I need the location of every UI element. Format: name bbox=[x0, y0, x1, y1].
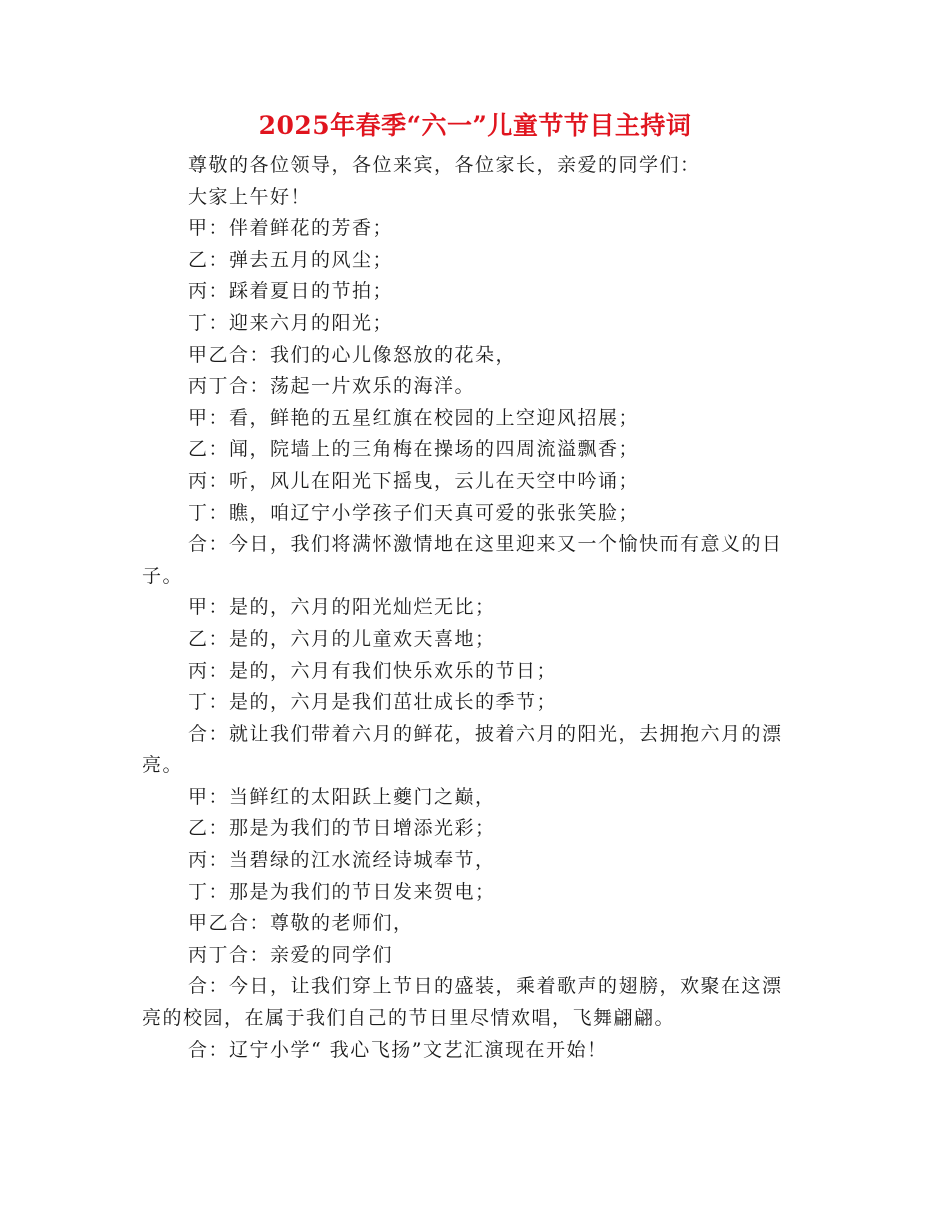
paragraph: 甲：看，鲜艳的五星红旗在校园的上空迎风招展； bbox=[188, 406, 640, 429]
document-title: 2025年春季“六一”儿童节节目主持词 bbox=[258, 111, 692, 140]
paragraph: 甲乙合：尊敬的老师们， bbox=[188, 912, 414, 935]
paragraph: 丙：听，风儿在阳光下摇曳，云儿在天空中吟诵； bbox=[188, 469, 640, 492]
paragraph: 丙丁合：荡起一片欢乐的海洋。 bbox=[188, 375, 476, 398]
paragraph: 乙：是的，六月的儿童欢天喜地； bbox=[188, 627, 496, 650]
paragraph: 丁：迎来六月的阳光； bbox=[188, 311, 394, 334]
paragraph: 丙：是的，六月有我们快乐欢乐的节日； bbox=[188, 659, 558, 682]
paragraph: 甲：伴着鲜花的芳香； bbox=[188, 217, 394, 240]
paragraph: 丙丁合：亲爱的同学们 bbox=[188, 943, 394, 966]
paragraph: 丙：踩着夏日的节拍； bbox=[188, 280, 394, 303]
paragraph: 丁：那是为我们的节日发来贺电； bbox=[188, 880, 496, 903]
paragraph: 丁：瞧，咱辽宁小学孩子们天真可爱的张张笑脸； bbox=[188, 501, 640, 524]
paragraph: 甲：是的，六月的阳光灿烂无比； bbox=[188, 596, 496, 619]
paragraph: 丁：是的，六月是我们茁壮成长的季节； bbox=[188, 691, 558, 714]
paragraph: 乙：闻，院墙上的三角梅在操场的四周流溢飘香； bbox=[188, 438, 640, 461]
paragraph: 甲乙合：我们的心儿像怒放的花朵， bbox=[188, 343, 517, 366]
paragraph: 合：今日，让我们穿上节日的盛装，乘着歌声的翅膀，欢聚在这漂亮的校园，在属于我们自己的节日里尽情欢唱，飞舞翩翩。 bbox=[142, 975, 783, 1030]
paragraph: 甲：当鲜红的太阳跃上夔门之巅， bbox=[188, 785, 496, 808]
paragraph: 合：辽宁小学“ 我心飞扬”文艺汇演现在开始！ bbox=[188, 1038, 608, 1061]
paragraph: 丙：当碧绿的江水流经诗城奉节， bbox=[188, 849, 496, 872]
paragraph: 乙：弹去五月的风尘； bbox=[188, 248, 394, 271]
paragraph: 合：就让我们带着六月的鲜花，披着六月的阳光，去拥抱六月的漂亮。 bbox=[142, 722, 783, 777]
paragraph: 尊敬的各位领导，各位来宾，各位家长，亲爱的同学们： bbox=[188, 154, 701, 176]
paragraph: 合：今日，我们将满怀激情地在这里迎来又一个愉快而有意义的日子。 bbox=[142, 533, 783, 587]
paragraph: 乙：那是为我们的节日增添光彩； bbox=[188, 817, 496, 840]
paragraph: 大家上午好！ bbox=[188, 185, 312, 208]
document-body bbox=[142, 150, 802, 1066]
